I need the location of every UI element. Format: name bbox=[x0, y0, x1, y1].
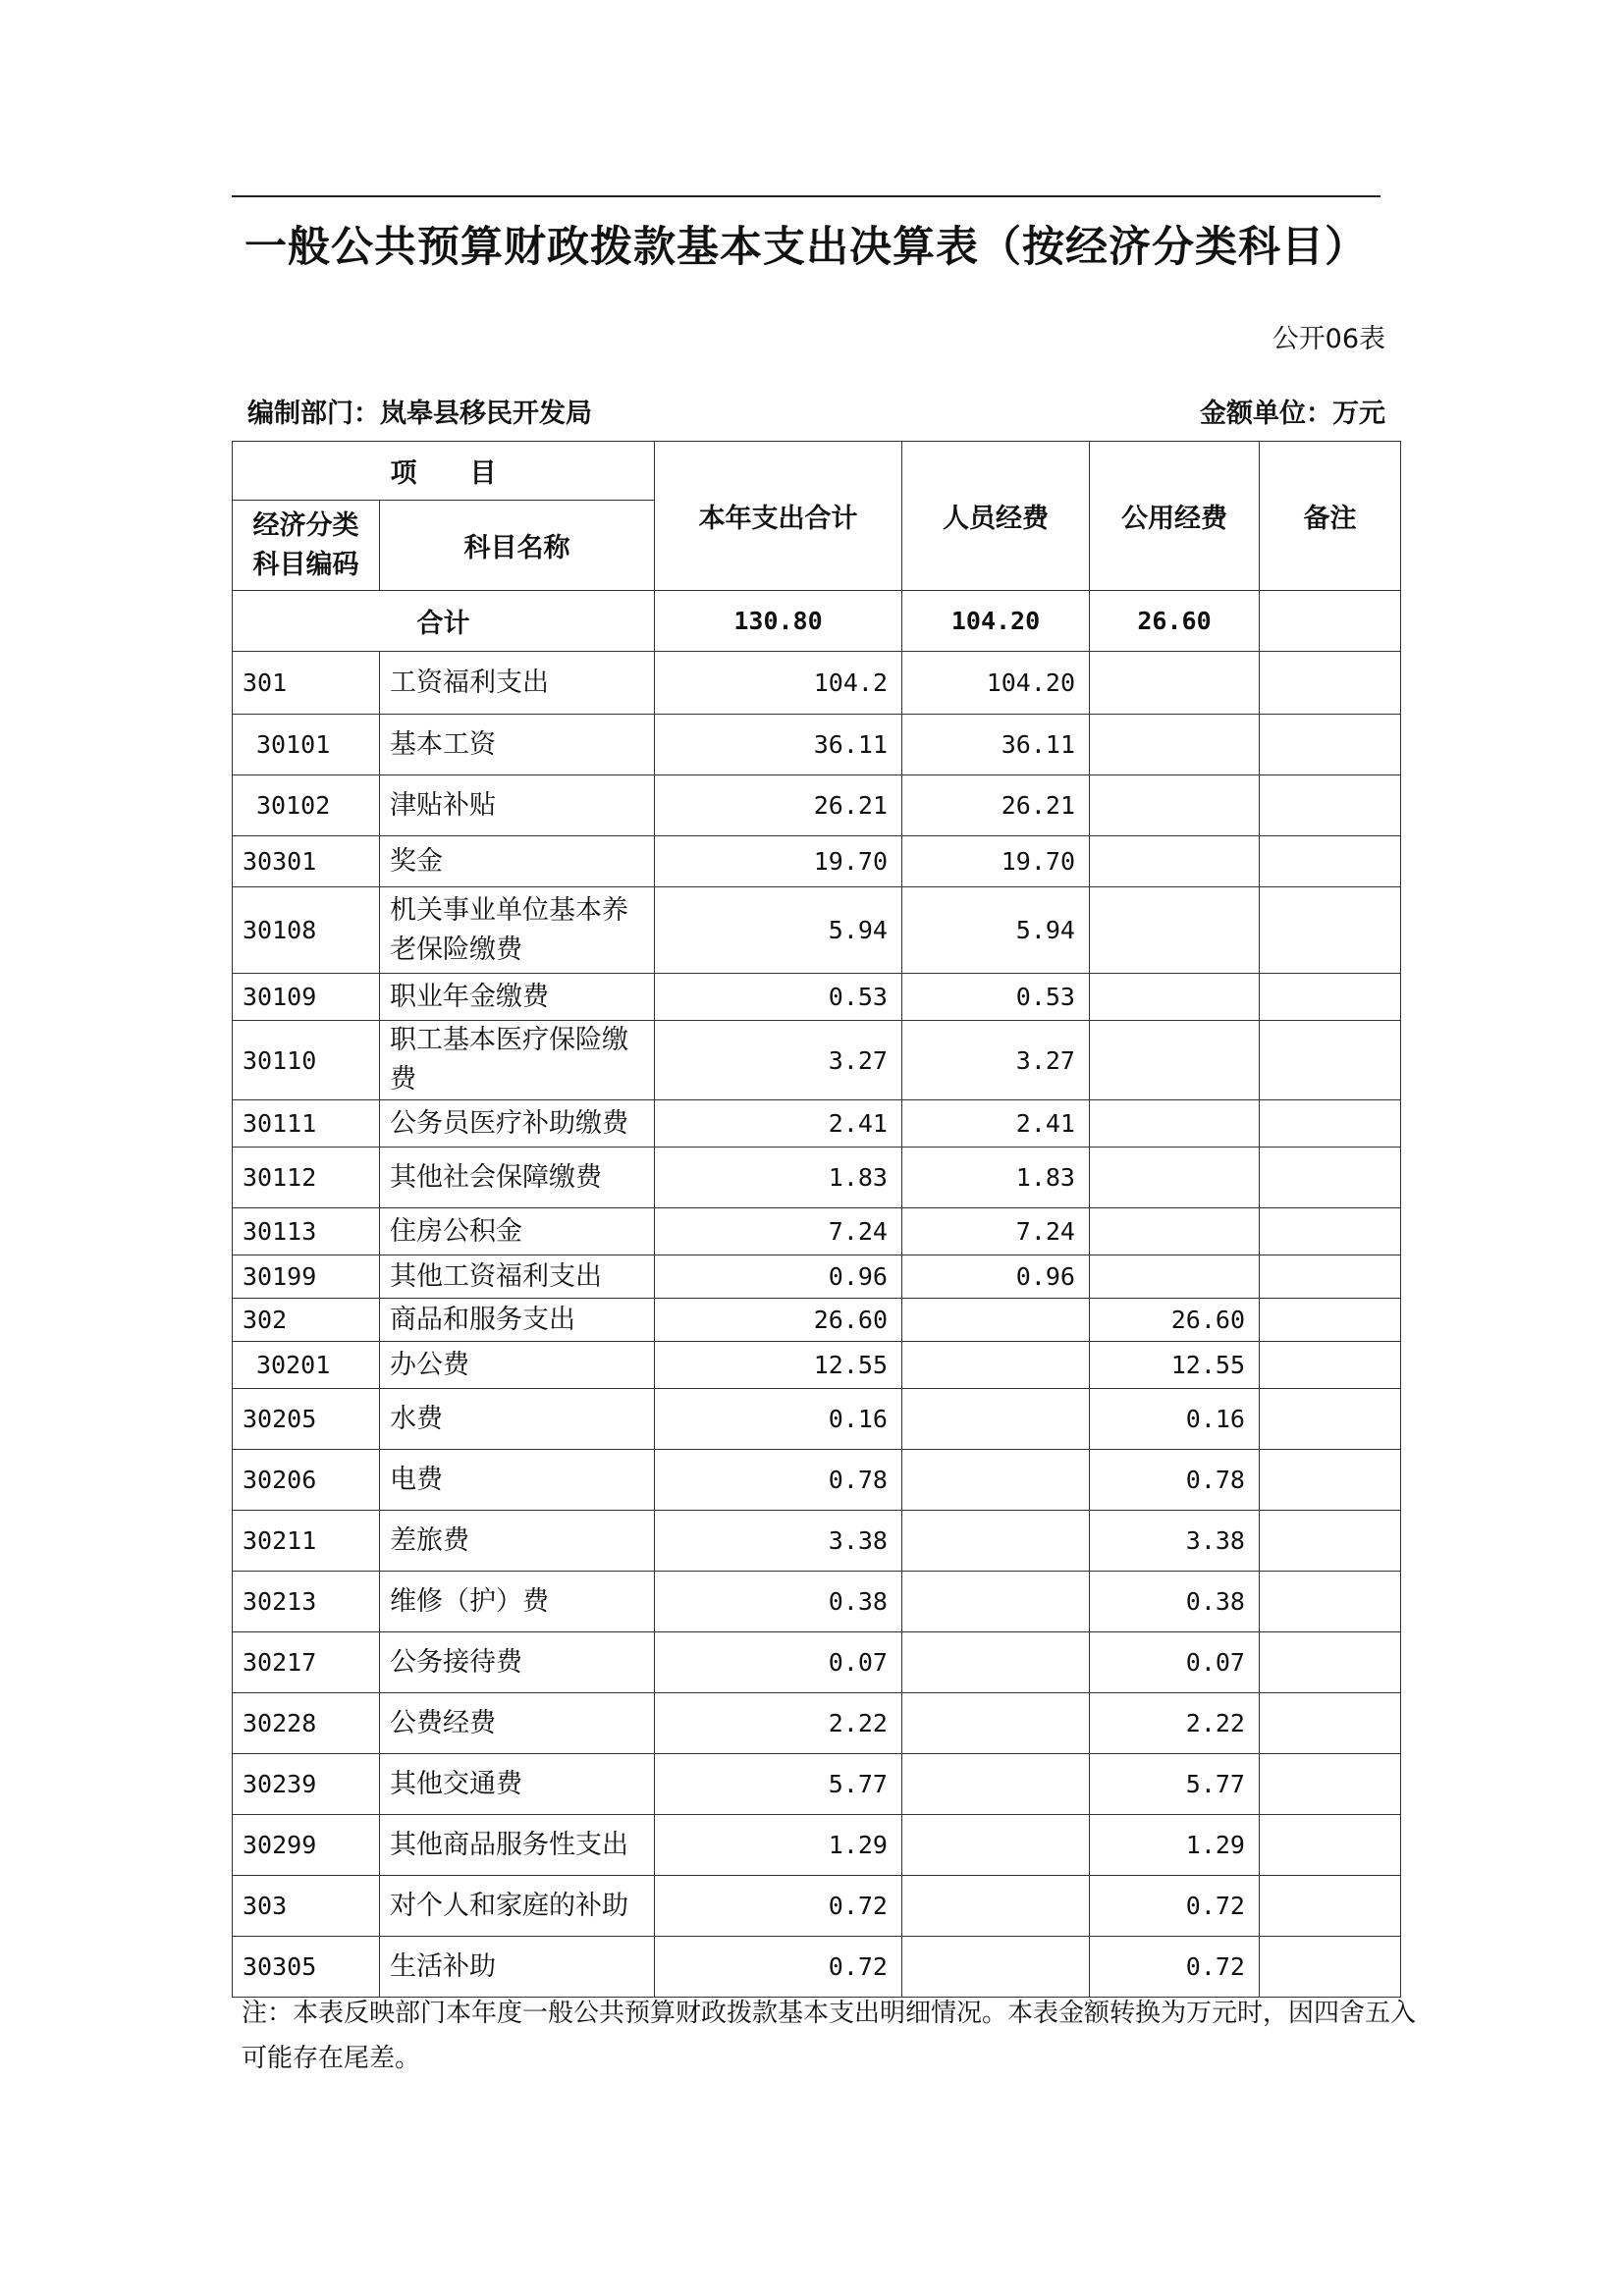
row-name: 水费 bbox=[380, 1389, 655, 1450]
row-code: 30109 bbox=[233, 974, 380, 1021]
expenditure-table bbox=[232, 441, 1401, 1998]
header-public: 公用经费 bbox=[1090, 442, 1260, 591]
row-remark bbox=[1260, 1342, 1401, 1389]
row-remark bbox=[1260, 1632, 1401, 1693]
row-public: 26.60 bbox=[1090, 1299, 1260, 1342]
row-name: 基本工资 bbox=[380, 715, 655, 775]
table-row bbox=[233, 1148, 1401, 1208]
row-personnel bbox=[902, 1693, 1090, 1754]
table-row bbox=[233, 1876, 1401, 1937]
table-row bbox=[233, 1342, 1401, 1389]
row-code: 30111 bbox=[233, 1100, 380, 1148]
sum-personnel: 104.20 bbox=[902, 591, 1090, 652]
header-code: 经济分类科目编码 bbox=[233, 501, 380, 591]
row-name: 生活补助 bbox=[380, 1937, 655, 1998]
row-total: 26.21 bbox=[655, 775, 902, 836]
row-remark bbox=[1260, 1208, 1401, 1255]
row-public: 5.77 bbox=[1090, 1754, 1260, 1815]
row-name: 维修（护）费 bbox=[380, 1572, 655, 1632]
row-personnel bbox=[902, 1389, 1090, 1450]
table-row bbox=[233, 1754, 1401, 1815]
row-code: 30299 bbox=[233, 1815, 380, 1876]
row-code: 30108 bbox=[233, 887, 380, 974]
row-total: 2.41 bbox=[655, 1100, 902, 1148]
row-code: 301 bbox=[233, 652, 380, 715]
row-personnel: 0.96 bbox=[902, 1255, 1090, 1299]
table-row bbox=[233, 652, 1401, 715]
row-public bbox=[1090, 715, 1260, 775]
row-total: 0.72 bbox=[655, 1937, 902, 1998]
table-row bbox=[233, 1021, 1401, 1100]
row-total: 104.2 bbox=[655, 652, 902, 715]
row-name: 住房公积金 bbox=[380, 1208, 655, 1255]
sum-label: 合计 bbox=[233, 591, 655, 652]
row-total: 2.22 bbox=[655, 1693, 902, 1754]
row-code: 30217 bbox=[233, 1632, 380, 1693]
row-code: 30201 bbox=[233, 1342, 380, 1389]
row-total: 0.78 bbox=[655, 1450, 902, 1511]
row-public bbox=[1090, 1255, 1260, 1299]
table-row bbox=[233, 974, 1401, 1021]
row-total: 3.38 bbox=[655, 1511, 902, 1572]
row-remark bbox=[1260, 1876, 1401, 1937]
table-row bbox=[233, 1937, 1401, 1998]
row-public bbox=[1090, 836, 1260, 887]
row-name: 职业年金缴费 bbox=[380, 974, 655, 1021]
table-row bbox=[233, 1511, 1401, 1572]
sum-remark bbox=[1260, 591, 1401, 652]
row-remark bbox=[1260, 715, 1401, 775]
row-public: 0.78 bbox=[1090, 1450, 1260, 1511]
header-item: 项 目 bbox=[233, 442, 655, 501]
row-remark bbox=[1260, 1754, 1401, 1815]
table-row bbox=[233, 1389, 1401, 1450]
row-name: 差旅费 bbox=[380, 1511, 655, 1572]
row-remark bbox=[1260, 1100, 1401, 1148]
row-total: 7.24 bbox=[655, 1208, 902, 1255]
row-remark bbox=[1260, 1450, 1401, 1511]
row-name: 公务员医疗补助缴费 bbox=[380, 1100, 655, 1148]
row-personnel: 7.24 bbox=[902, 1208, 1090, 1255]
row-total: 0.07 bbox=[655, 1632, 902, 1693]
header-personnel: 人员经费 bbox=[902, 442, 1090, 591]
sum-row bbox=[233, 591, 1401, 652]
table-row bbox=[233, 1572, 1401, 1632]
row-personnel: 104.20 bbox=[902, 652, 1090, 715]
row-public bbox=[1090, 1100, 1260, 1148]
row-name: 机关事业单位基本养老保险缴费 bbox=[380, 887, 655, 974]
row-code: 30112 bbox=[233, 1148, 380, 1208]
row-total: 5.94 bbox=[655, 887, 902, 974]
row-remark bbox=[1260, 1815, 1401, 1876]
row-name: 商品和服务支出 bbox=[380, 1299, 655, 1342]
row-total: 36.11 bbox=[655, 715, 902, 775]
row-total: 1.29 bbox=[655, 1815, 902, 1876]
row-public: 0.38 bbox=[1090, 1572, 1260, 1632]
row-total: 1.83 bbox=[655, 1148, 902, 1208]
table-row bbox=[233, 1255, 1401, 1299]
row-public: 0.72 bbox=[1090, 1937, 1260, 1998]
row-public bbox=[1090, 1148, 1260, 1208]
row-code: 30305 bbox=[233, 1937, 380, 1998]
row-code: 30213 bbox=[233, 1572, 380, 1632]
row-total: 0.38 bbox=[655, 1572, 902, 1632]
row-name: 其他社会保障缴费 bbox=[380, 1148, 655, 1208]
row-personnel bbox=[902, 1299, 1090, 1342]
row-personnel: 3.27 bbox=[902, 1021, 1090, 1100]
row-personnel bbox=[902, 1511, 1090, 1572]
row-personnel: 1.83 bbox=[902, 1148, 1090, 1208]
row-public bbox=[1090, 775, 1260, 836]
row-total: 19.70 bbox=[655, 836, 902, 887]
row-code: 30199 bbox=[233, 1255, 380, 1299]
row-code: 30110 bbox=[233, 1021, 380, 1100]
row-total: 0.53 bbox=[655, 974, 902, 1021]
row-remark bbox=[1260, 652, 1401, 715]
row-remark bbox=[1260, 1148, 1401, 1208]
row-public: 2.22 bbox=[1090, 1693, 1260, 1754]
row-code: 30206 bbox=[233, 1450, 380, 1511]
row-name: 公费经费 bbox=[380, 1693, 655, 1754]
row-total: 5.77 bbox=[655, 1754, 902, 1815]
row-public bbox=[1090, 974, 1260, 1021]
row-remark bbox=[1260, 1299, 1401, 1342]
row-code: 302 bbox=[233, 1299, 380, 1342]
table-row bbox=[233, 715, 1401, 775]
amount-unit: 金额单位：万元 bbox=[1200, 399, 1385, 429]
table-row bbox=[233, 775, 1401, 836]
row-total: 12.55 bbox=[655, 1342, 902, 1389]
row-name: 其他交通费 bbox=[380, 1754, 655, 1815]
row-public bbox=[1090, 1021, 1260, 1100]
row-name: 公务接待费 bbox=[380, 1632, 655, 1693]
row-public: 0.72 bbox=[1090, 1876, 1260, 1937]
row-remark bbox=[1260, 836, 1401, 887]
row-code: 30102 bbox=[233, 775, 380, 836]
row-remark bbox=[1260, 775, 1401, 836]
row-total: 0.16 bbox=[655, 1389, 902, 1450]
footnote: 注：本表反映部门本年度一般公共预算财政拨款基本支出明细情况。本表金额转换为万元时，因四舍五入可能存在尾差。 bbox=[242, 1999, 1417, 2073]
row-remark bbox=[1260, 1255, 1401, 1299]
row-name: 职工基本医疗保险缴费 bbox=[380, 1021, 655, 1100]
row-remark bbox=[1260, 1021, 1401, 1100]
row-public bbox=[1090, 887, 1260, 974]
row-personnel: 19.70 bbox=[902, 836, 1090, 887]
row-code: 30301 bbox=[233, 836, 380, 887]
table-row bbox=[233, 1100, 1401, 1148]
row-remark bbox=[1260, 1389, 1401, 1450]
table-row bbox=[233, 1693, 1401, 1754]
row-remark bbox=[1260, 887, 1401, 974]
row-name: 其他工资福利支出 bbox=[380, 1255, 655, 1299]
table-row bbox=[233, 1208, 1401, 1255]
row-public: 1.29 bbox=[1090, 1815, 1260, 1876]
row-total: 0.72 bbox=[655, 1876, 902, 1937]
row-public bbox=[1090, 652, 1260, 715]
row-remark bbox=[1260, 1572, 1401, 1632]
row-personnel bbox=[902, 1937, 1090, 1998]
row-personnel: 5.94 bbox=[902, 887, 1090, 974]
row-total: 3.27 bbox=[655, 1021, 902, 1100]
row-personnel: 2.41 bbox=[902, 1100, 1090, 1148]
header-name: 科目名称 bbox=[380, 501, 655, 591]
table-row bbox=[233, 1299, 1401, 1342]
row-personnel bbox=[902, 1572, 1090, 1632]
row-public: 0.16 bbox=[1090, 1389, 1260, 1450]
page-title: 一般公共预算财政拨款基本支出决算表（按经济分类科目） bbox=[244, 223, 1368, 272]
row-personnel bbox=[902, 1876, 1090, 1937]
top-rule bbox=[232, 195, 1380, 197]
row-name: 其他商品服务性支出 bbox=[380, 1815, 655, 1876]
row-personnel bbox=[902, 1815, 1090, 1876]
table-row bbox=[233, 1450, 1401, 1511]
row-personnel bbox=[902, 1342, 1090, 1389]
row-remark bbox=[1260, 1511, 1401, 1572]
row-name: 津贴补贴 bbox=[380, 775, 655, 836]
header-total: 本年支出合计 bbox=[655, 442, 902, 591]
form-number: 公开06表 bbox=[1272, 324, 1385, 354]
header-remark: 备注 bbox=[1260, 442, 1401, 591]
row-name: 奖金 bbox=[380, 836, 655, 887]
row-name: 工资福利支出 bbox=[380, 652, 655, 715]
table-row bbox=[233, 1815, 1401, 1876]
row-total: 0.96 bbox=[655, 1255, 902, 1299]
row-personnel: 0.53 bbox=[902, 974, 1090, 1021]
row-code: 30239 bbox=[233, 1754, 380, 1815]
sum-total: 130.80 bbox=[655, 591, 902, 652]
row-code: 30113 bbox=[233, 1208, 380, 1255]
table-row bbox=[233, 887, 1401, 974]
row-public: 0.07 bbox=[1090, 1632, 1260, 1693]
row-personnel: 26.21 bbox=[902, 775, 1090, 836]
row-code: 30101 bbox=[233, 715, 380, 775]
row-name: 对个人和家庭的补助 bbox=[380, 1876, 655, 1937]
row-remark bbox=[1260, 1693, 1401, 1754]
row-public: 3.38 bbox=[1090, 1511, 1260, 1572]
row-personnel: 36.11 bbox=[902, 715, 1090, 775]
table-row bbox=[233, 836, 1401, 887]
row-personnel bbox=[902, 1754, 1090, 1815]
row-code: 30205 bbox=[233, 1389, 380, 1450]
row-code: 303 bbox=[233, 1876, 380, 1937]
row-name: 电费 bbox=[380, 1450, 655, 1511]
row-code: 30228 bbox=[233, 1693, 380, 1754]
row-total: 26.60 bbox=[655, 1299, 902, 1342]
row-public: 12.55 bbox=[1090, 1342, 1260, 1389]
compiling-department: 编制部门：岚皋县移民开发局 bbox=[247, 399, 592, 429]
row-personnel bbox=[902, 1450, 1090, 1511]
row-remark bbox=[1260, 1937, 1401, 1998]
row-personnel bbox=[902, 1632, 1090, 1693]
header-row-1 bbox=[233, 442, 1401, 501]
row-public bbox=[1090, 1208, 1260, 1255]
table-row bbox=[233, 1632, 1401, 1693]
row-name: 办公费 bbox=[380, 1342, 655, 1389]
row-code: 30211 bbox=[233, 1511, 380, 1572]
sum-public: 26.60 bbox=[1090, 591, 1260, 652]
row-remark bbox=[1260, 974, 1401, 1021]
